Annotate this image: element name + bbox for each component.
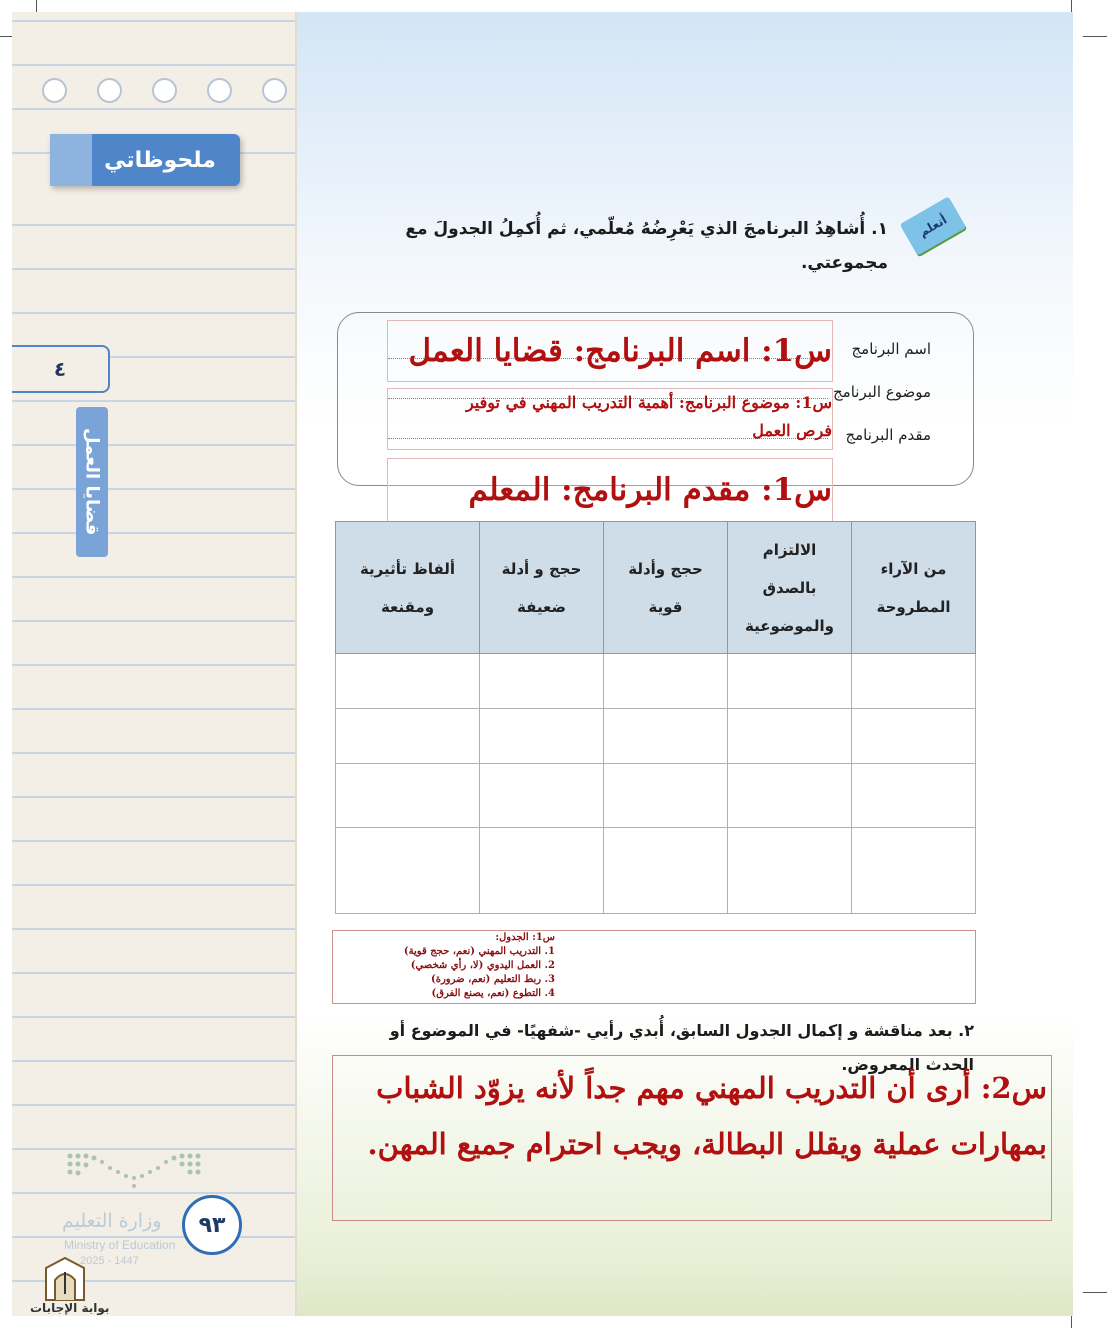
ministry-name-english: Ministry of Education xyxy=(64,1238,176,1252)
label-program-host: مقدم البرنامج xyxy=(845,426,931,444)
question-1: ١. أُشاهِدُ البرنامجَ الذي يَعْرِضُهُ مُعلّمي، ثم أُكمِلُ الجدولَ مع مجموعتي. xyxy=(405,219,888,273)
notes-tab xyxy=(50,134,240,186)
table-cell[interactable] xyxy=(336,764,480,828)
table-cell[interactable] xyxy=(604,709,728,764)
answer-program-topic xyxy=(387,388,833,450)
binder-hole xyxy=(152,78,177,103)
label-program-topic: موضوع البرنامج xyxy=(833,383,931,401)
ministry-logo-icon xyxy=(64,1150,204,1190)
table-answer-item: 4. التطوع (نعم، يصنع الفرق) xyxy=(431,988,555,999)
table-answer-box xyxy=(332,930,976,1004)
activity-tag: أتعلم xyxy=(900,196,966,255)
ministry-name: وزارة التعليم xyxy=(62,1210,162,1232)
table-cell[interactable] xyxy=(852,709,976,764)
question-2: ٢. بعد مناقشة و إكمال الجدول السابق، أُبدي رأيي -شفهيًا- في الموضوع أو الحدث المعروض. xyxy=(389,1021,974,1074)
table-cell[interactable] xyxy=(728,764,852,828)
table-cell[interactable] xyxy=(604,764,728,828)
table-cell[interactable] xyxy=(728,828,852,914)
notes-column xyxy=(12,12,297,1316)
binder-hole xyxy=(262,78,287,103)
answer-topic-line-1: س1: موضوع البرنامج: أهمية التدريب المهني في توفير xyxy=(465,393,832,412)
binder-hole xyxy=(42,78,67,103)
table-answer-item: 1. التدريب المهني (نعم، حجج قوية) xyxy=(403,946,555,957)
answer-program-host: س1: مقدم البرنامج: المعلم xyxy=(387,458,833,524)
answer-topic-line-2: فرص العمل xyxy=(752,421,832,440)
answer-program-name: س1: اسم البرنامج: قضايا العمل xyxy=(387,320,833,382)
page-number: ٩٣ xyxy=(182,1195,242,1255)
table-cell[interactable] xyxy=(480,654,604,709)
table-cell[interactable] xyxy=(480,828,604,914)
table-cell[interactable] xyxy=(852,654,976,709)
table-cell[interactable] xyxy=(336,828,480,914)
crop-mark xyxy=(1083,36,1107,37)
chapter-title: قضايا العمل xyxy=(76,407,108,557)
table-cell[interactable] xyxy=(604,828,728,914)
portal-logo-icon xyxy=(40,1256,90,1302)
table-answer-item: 2. العمل اليدوي (لا، رأي شخصي) xyxy=(410,960,555,971)
table-answer-item: 3. ربط التعليم (نعم، ضرورة) xyxy=(431,974,555,985)
table-header: من الآراء المطروحة xyxy=(852,522,976,654)
binder-hole xyxy=(97,78,122,103)
table-answer-title: س1: الجدول: xyxy=(495,932,555,943)
table-header: الالتزام بالصدق والموضوعية xyxy=(728,522,852,654)
table-cell[interactable] xyxy=(728,709,852,764)
label-program-name: اسم البرنامج xyxy=(851,340,931,358)
notes-tab-label: ملحوظاتي xyxy=(104,147,216,173)
table-cell[interactable] xyxy=(852,764,976,828)
chapter-number: ٤ xyxy=(12,345,110,393)
binder-hole xyxy=(207,78,232,103)
table-cell[interactable] xyxy=(336,654,480,709)
table-header: حجج وأدلة قوية xyxy=(604,522,728,654)
table-cell[interactable] xyxy=(480,764,604,828)
answer-2: س2: أرى أن التدريب المهني مهم جداً لأنه يزوّد الشباب بمهارات عملية ويقلل البطالة، ويجب احترام جميع المهن. xyxy=(332,1055,1052,1221)
table-cell[interactable] xyxy=(604,654,728,709)
crop-mark xyxy=(1083,1292,1107,1293)
table-header: حجج و أدلة ضعيفة xyxy=(480,522,604,654)
table-header: ألفاظ تأثيرية ومقنعة xyxy=(336,522,480,654)
notes-tab-stripe xyxy=(50,134,92,186)
portal-label: بوابة الإجابات xyxy=(30,1301,110,1315)
ministry-year: 2025 - 1447 xyxy=(80,1255,139,1267)
table-cell[interactable] xyxy=(336,709,480,764)
evaluation-table xyxy=(335,521,976,914)
table-cell[interactable] xyxy=(480,709,604,764)
table-cell[interactable] xyxy=(852,828,976,914)
table-cell[interactable] xyxy=(728,654,852,709)
binder-holes xyxy=(42,78,287,103)
